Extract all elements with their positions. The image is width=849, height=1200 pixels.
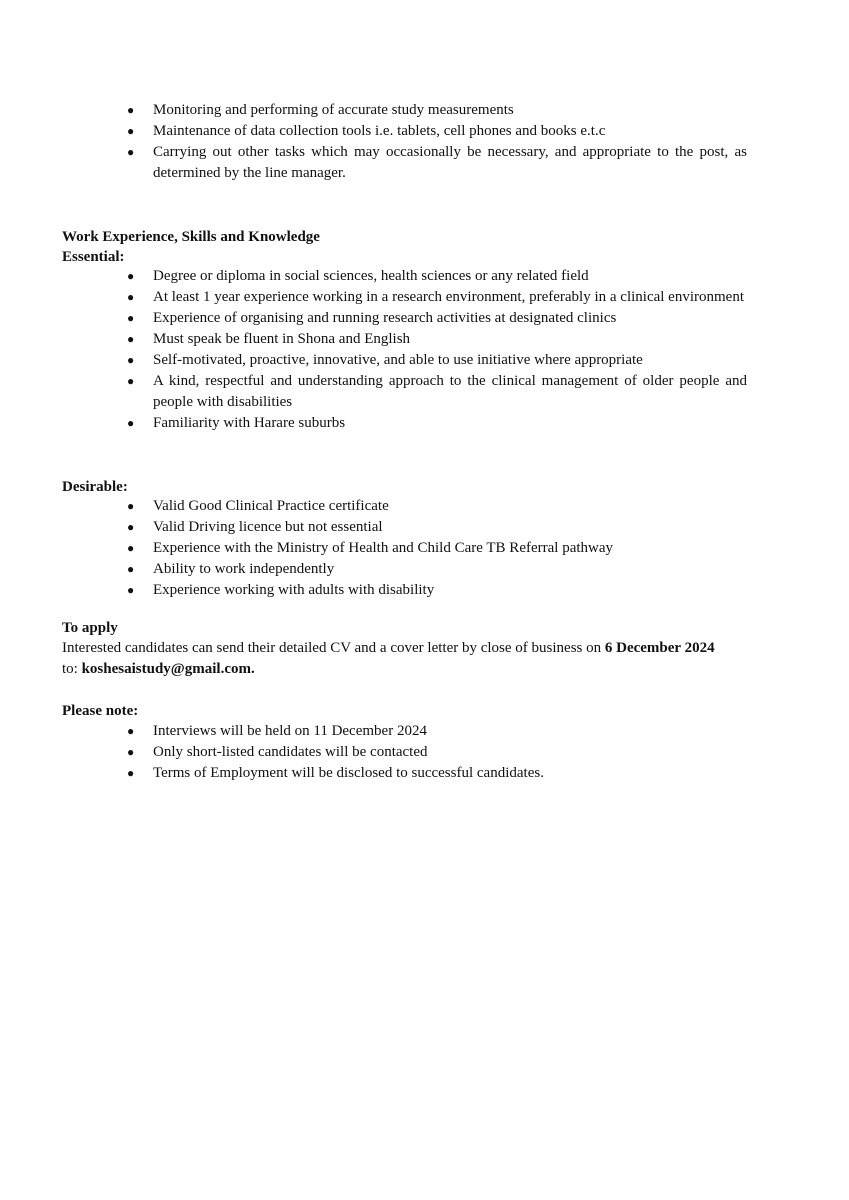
bullet-icon: ● xyxy=(127,290,135,304)
list-item: ● Self-motivated, proactive, innovative, and able to use initiative where appropriate xyxy=(0,350,747,371)
list-item: ● Interviews will be held on 11 December 2024 xyxy=(0,721,747,742)
bullet-icon: ● xyxy=(127,311,135,325)
duties-list xyxy=(0,100,747,184)
bullet-icon: ● xyxy=(127,583,135,597)
apply-email[interactable]: koshesaistudy@gmail.com. xyxy=(81,661,255,677)
bullet-icon: ● xyxy=(127,499,135,513)
list-item: ● Monitoring and performing of accurate study measurements xyxy=(0,100,747,121)
list-item: ● A kind, respectful and understanding approach to the clinical management of older people and people with disabilities xyxy=(127,373,747,410)
list-item: ● Degree or diploma in social sciences, health sciences or any related field xyxy=(0,266,747,287)
bullet-icon: ● xyxy=(127,145,135,159)
list-item: ● Valid Driving licence but not essential xyxy=(0,517,747,538)
apply-deadline: 6 December 2024 xyxy=(604,640,715,656)
apply-title: To apply xyxy=(62,620,118,636)
bullet-icon: ● xyxy=(127,103,135,117)
list-item: ● Carrying out other tasks which may occasionally be necessary, and appropriate to the post, as determined by the line manager. xyxy=(127,144,747,181)
bullet-icon: ● xyxy=(127,374,135,388)
note-title: Please note: xyxy=(62,703,139,719)
list-item: ● Familiarity with Harare suburbs xyxy=(0,413,747,434)
bullet-icon: ● xyxy=(127,124,135,138)
essential-label: Essential: xyxy=(62,249,125,265)
bullet-icon: ● xyxy=(127,745,135,759)
bullet-icon: ● xyxy=(127,416,135,430)
bullet-icon: ● xyxy=(127,332,135,346)
list-item: ● Experience of organising and running research activities at designated clinics xyxy=(0,308,747,329)
list-item: ● Must speak be fluent in Shona and English xyxy=(0,329,747,350)
list-item: ● Only short-listed candidates will be contacted xyxy=(0,742,747,763)
desirable-label: Desirable: xyxy=(62,479,128,495)
bullet-icon: ● xyxy=(127,766,135,780)
bullet-icon: ● xyxy=(127,520,135,534)
desirable-list xyxy=(0,496,747,601)
list-item: ● At least 1 year experience working in a research environment, preferably in a clinical environment xyxy=(0,287,747,308)
list-item: ● Ability to work independently xyxy=(0,559,747,580)
list-item: ● Maintenance of data collection tools i.e. tablets, cell phones and books e.t.c xyxy=(0,121,747,142)
apply-text: Interested candidates can send their detailed CV and a cover letter by close of business on 6 December 2024 to: koshesaistudy@gmail.com. xyxy=(62,640,715,677)
essential-list xyxy=(0,266,747,434)
list-item: ● Experience with the Ministry of Health and Child Care TB Referral pathway xyxy=(0,538,747,559)
list-item: ● Valid Good Clinical Practice certificate xyxy=(0,496,747,517)
bullet-icon: ● xyxy=(127,724,135,738)
experience-title: Work Experience, Skills and Knowledge xyxy=(62,229,320,245)
bullet-icon: ● xyxy=(127,269,135,283)
bullet-icon: ● xyxy=(127,353,135,367)
note-list xyxy=(0,721,747,784)
list-item: ● Terms of Employment will be disclosed to successful candidates. xyxy=(0,763,747,784)
bullet-icon: ● xyxy=(127,541,135,555)
list-item: ● Experience working with adults with disability xyxy=(0,580,747,601)
bullet-icon: ● xyxy=(127,562,135,576)
